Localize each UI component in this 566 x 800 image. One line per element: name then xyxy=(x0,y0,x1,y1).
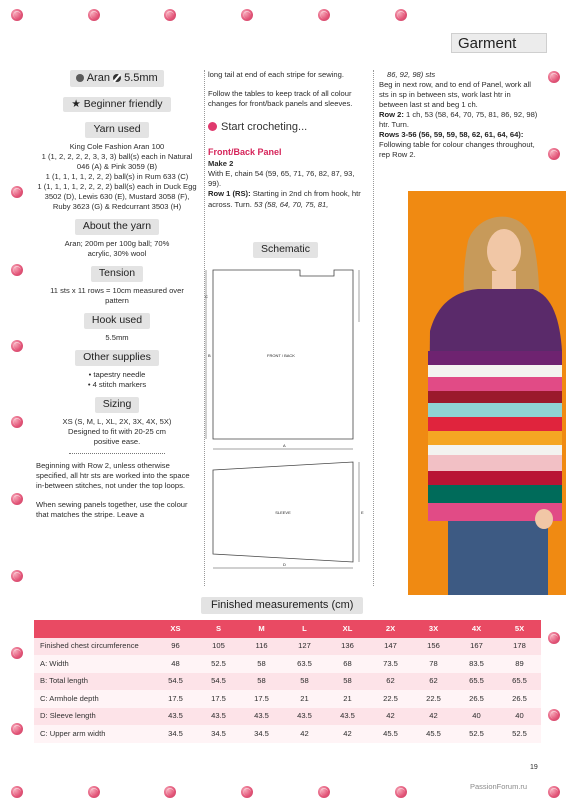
table-cell: 17.5 xyxy=(240,690,283,708)
table-cell: 156 xyxy=(412,638,455,656)
table-cell: 42 xyxy=(369,708,412,726)
table-cell: 45.5 xyxy=(412,725,455,743)
table-cell: 43.5 xyxy=(154,708,197,726)
size-header: 2X xyxy=(369,620,412,638)
hook-size: 5.5mm xyxy=(124,72,158,84)
table-cell: 62 xyxy=(412,673,455,691)
make-count: Make 2 xyxy=(208,159,234,169)
table-cell: 58 xyxy=(240,655,283,673)
skill-badge xyxy=(36,97,198,113)
hook-text: 5.5mm xyxy=(105,332,129,342)
table-cell: 65.5 xyxy=(498,673,541,691)
yarn-line: 1 (1, 2, 2, 2, 2, 3, 3, 3) ball(s) each in Natural 046 (A) & Pink 3059 (B) xyxy=(41,152,193,172)
yarn-weight-badge xyxy=(36,70,198,87)
table-cell: 26.5 xyxy=(455,690,498,708)
dimension-a: A xyxy=(283,443,286,448)
panel-heading: Front/Back Panel xyxy=(208,146,282,157)
dimension-c: C xyxy=(205,294,208,299)
table-row xyxy=(34,638,541,656)
size-header: XL xyxy=(326,620,369,638)
measurements-table xyxy=(34,620,541,743)
supplies-section xyxy=(36,350,198,390)
supply-item: • 4 stitch markers xyxy=(87,379,147,389)
stitch-counts: 86, 92, 98) sts xyxy=(387,70,436,79)
table-cell: 42 xyxy=(412,708,455,726)
table-cell: 116 xyxy=(240,638,283,656)
note-text: Beginning with Row 2, unless otherwise specified, all htr sts are worked into the space in-between stitches, not under the top loops. xyxy=(36,460,190,490)
table-cell: 58 xyxy=(240,673,283,691)
body-text: Beg in next row, and to end of Panel, work all sts in sp in between sts, work last htr in between last st and beg 1 ch. xyxy=(379,80,531,110)
yarn-used-section xyxy=(36,122,198,212)
body-text: Follow the tables to keep track of all colour changes for front/back panels and sleeves. xyxy=(208,89,353,109)
yarn-line: King Cole Fashion Aran 100 xyxy=(69,142,165,152)
row-label: C: Armhole depth xyxy=(34,690,154,708)
model-photo xyxy=(408,191,566,595)
dot-icon xyxy=(208,122,217,131)
table-cell: 52.5 xyxy=(197,655,240,673)
front-back-label: FRONT / BACK xyxy=(267,353,295,358)
table-cell: 65.5 xyxy=(455,673,498,691)
start-heading: Start crocheting... xyxy=(208,120,368,135)
table-cell: 68 xyxy=(326,655,369,673)
size-header: XS xyxy=(154,620,197,638)
table-cell: 42 xyxy=(326,725,369,743)
table-cell: 58 xyxy=(326,673,369,691)
size-header: S xyxy=(197,620,240,638)
table-cell: 96 xyxy=(154,638,197,656)
table-cell: 40 xyxy=(455,708,498,726)
row-label: B: Total length xyxy=(34,673,154,691)
size-header: L xyxy=(283,620,326,638)
left-column xyxy=(36,70,198,520)
table-cell: 21 xyxy=(326,690,369,708)
sizing-section xyxy=(36,397,198,454)
table-row xyxy=(34,690,541,708)
crochet-hook-icon xyxy=(113,74,121,82)
table-cell: 62 xyxy=(369,673,412,691)
schematic-heading: Schematic xyxy=(253,242,318,258)
watermark: PassionForum.ru xyxy=(470,782,528,791)
row-2-instruction: Row 2: 1 ch, 53 (58, 64, 70, 75, 81, 86, 92, 98) htr. Turn. xyxy=(379,110,538,130)
sleeve-label: SLEEVE xyxy=(275,510,291,515)
size-header: M xyxy=(240,620,283,638)
size-header: 3X xyxy=(412,620,455,638)
table-cell: 17.5 xyxy=(197,690,240,708)
hook-section xyxy=(36,313,198,343)
supplies-heading: Other supplies xyxy=(75,350,159,366)
skill-level: Beginner friendly xyxy=(83,97,163,110)
table-cell: 89 xyxy=(498,655,541,673)
column-divider xyxy=(373,70,374,586)
section-tag: Garment xyxy=(451,33,547,53)
supply-item: • tapestry needle xyxy=(88,369,146,379)
tension-section xyxy=(36,266,198,306)
body-text: long tail at end of each stripe for sewing. xyxy=(208,70,344,79)
schematic-diagram xyxy=(203,262,373,582)
star-icon: ★ xyxy=(71,97,81,110)
dimension-b: B xyxy=(208,353,211,358)
table-cell: 127 xyxy=(283,638,326,656)
yarn-ball-icon xyxy=(76,74,84,82)
table-cell: 43.5 xyxy=(197,708,240,726)
table-cell: 22.5 xyxy=(369,690,412,708)
table-header-cell xyxy=(34,620,154,638)
divider xyxy=(69,453,165,454)
middle-column xyxy=(208,70,368,210)
chain-instruction: With E, chain 54 (59, 65, 71, 76, 82, 87, 93, 99). xyxy=(208,169,355,189)
tension-text: 11 sts x 11 rows = 10cm measured over pattern xyxy=(50,286,184,306)
table-cell: 83.5 xyxy=(455,655,498,673)
table-cell: 43.5 xyxy=(240,708,283,726)
table-cell: 178 xyxy=(498,638,541,656)
table-header-row xyxy=(34,620,541,638)
table-cell: 43.5 xyxy=(283,708,326,726)
dimension-d: D xyxy=(283,562,286,567)
tension-heading: Tension xyxy=(91,266,143,282)
row-label: C: Upper arm width xyxy=(34,725,154,743)
dimension-e: E xyxy=(361,510,364,515)
table-cell: 63.5 xyxy=(283,655,326,673)
table-cell: 17.5 xyxy=(154,690,197,708)
size-header: 4X xyxy=(455,620,498,638)
table-cell: 147 xyxy=(369,638,412,656)
table-cell: 54.5 xyxy=(197,673,240,691)
row-label: Finished chest circumference xyxy=(34,638,154,656)
row-label: D: Sleeve length xyxy=(34,708,154,726)
table-cell: 58 xyxy=(283,673,326,691)
table-cell: 73.5 xyxy=(369,655,412,673)
table-cell: 34.5 xyxy=(240,725,283,743)
table-cell: 52.5 xyxy=(455,725,498,743)
table-cell: 48 xyxy=(154,655,197,673)
hook-heading: Hook used xyxy=(84,313,150,329)
table-cell: 21 xyxy=(283,690,326,708)
table-cell: 167 xyxy=(455,638,498,656)
about-yarn-text: Aran; 200m per 100g ball; 70% acrylic, 30% wool xyxy=(64,239,170,259)
sizing-heading: Sizing xyxy=(95,397,140,413)
table-cell: 42 xyxy=(283,725,326,743)
about-yarn-heading: About the yarn xyxy=(75,219,159,235)
about-yarn-section xyxy=(36,219,198,259)
table-cell: 78 xyxy=(412,655,455,673)
table-row xyxy=(34,708,541,726)
table-cell: 45.5 xyxy=(369,725,412,743)
right-column xyxy=(379,70,539,160)
table-cell: 54.5 xyxy=(154,673,197,691)
rows-3-instruction: Rows 3-56 (56, 59, 59, 58, 62, 61, 64, 64): Following table for colour changes throughout, rep Row 2. xyxy=(379,130,535,160)
yarn-line: 1 (1, 1, 1, 1, 2, 2, 2) ball(s) in Rum 633 (C) xyxy=(45,172,189,182)
table-cell: 43.5 xyxy=(326,708,369,726)
yarn-line: 1 (1, 1, 1, 1, 2, 2, 2, 2) ball(s) each in Duck Egg 3502 (D), Lewis 630 (E), Mustard 3058 (F), Ruby 3623 (G) & Redcurrant 3503 (H) xyxy=(37,182,197,212)
table-row xyxy=(34,725,541,743)
table-cell: 136 xyxy=(326,638,369,656)
table-cell: 52.5 xyxy=(498,725,541,743)
table-row xyxy=(34,673,541,691)
table-cell: 34.5 xyxy=(197,725,240,743)
sizing-text: XS (S, M, L, XL, 2X, 3X, 4X, 5X) Designed to fit with 20-25 cm positive ease. xyxy=(62,416,172,446)
table-cell: 40 xyxy=(498,708,541,726)
note-text: When sewing panels together, use the colour that matches the stripe. Leave a xyxy=(36,499,188,519)
table-cell: 34.5 xyxy=(154,725,197,743)
table-cell: 26.5 xyxy=(498,690,541,708)
table-row xyxy=(34,655,541,673)
measurements-heading: Finished measurements (cm) xyxy=(201,597,363,614)
row-label: A: Width xyxy=(34,655,154,673)
page-number: 19 xyxy=(530,764,538,771)
table-cell: 22.5 xyxy=(412,690,455,708)
yarn-weight: Aran xyxy=(86,72,110,84)
yarn-used-heading: Yarn used xyxy=(85,122,148,138)
table-cell: 105 xyxy=(197,638,240,656)
size-header: 5X xyxy=(498,620,541,638)
row-1-instruction: Row 1 (RS): Starting in 2nd ch from hook, htr across. Turn. 53 (58, 64, 70, 75, 81, xyxy=(208,189,361,209)
